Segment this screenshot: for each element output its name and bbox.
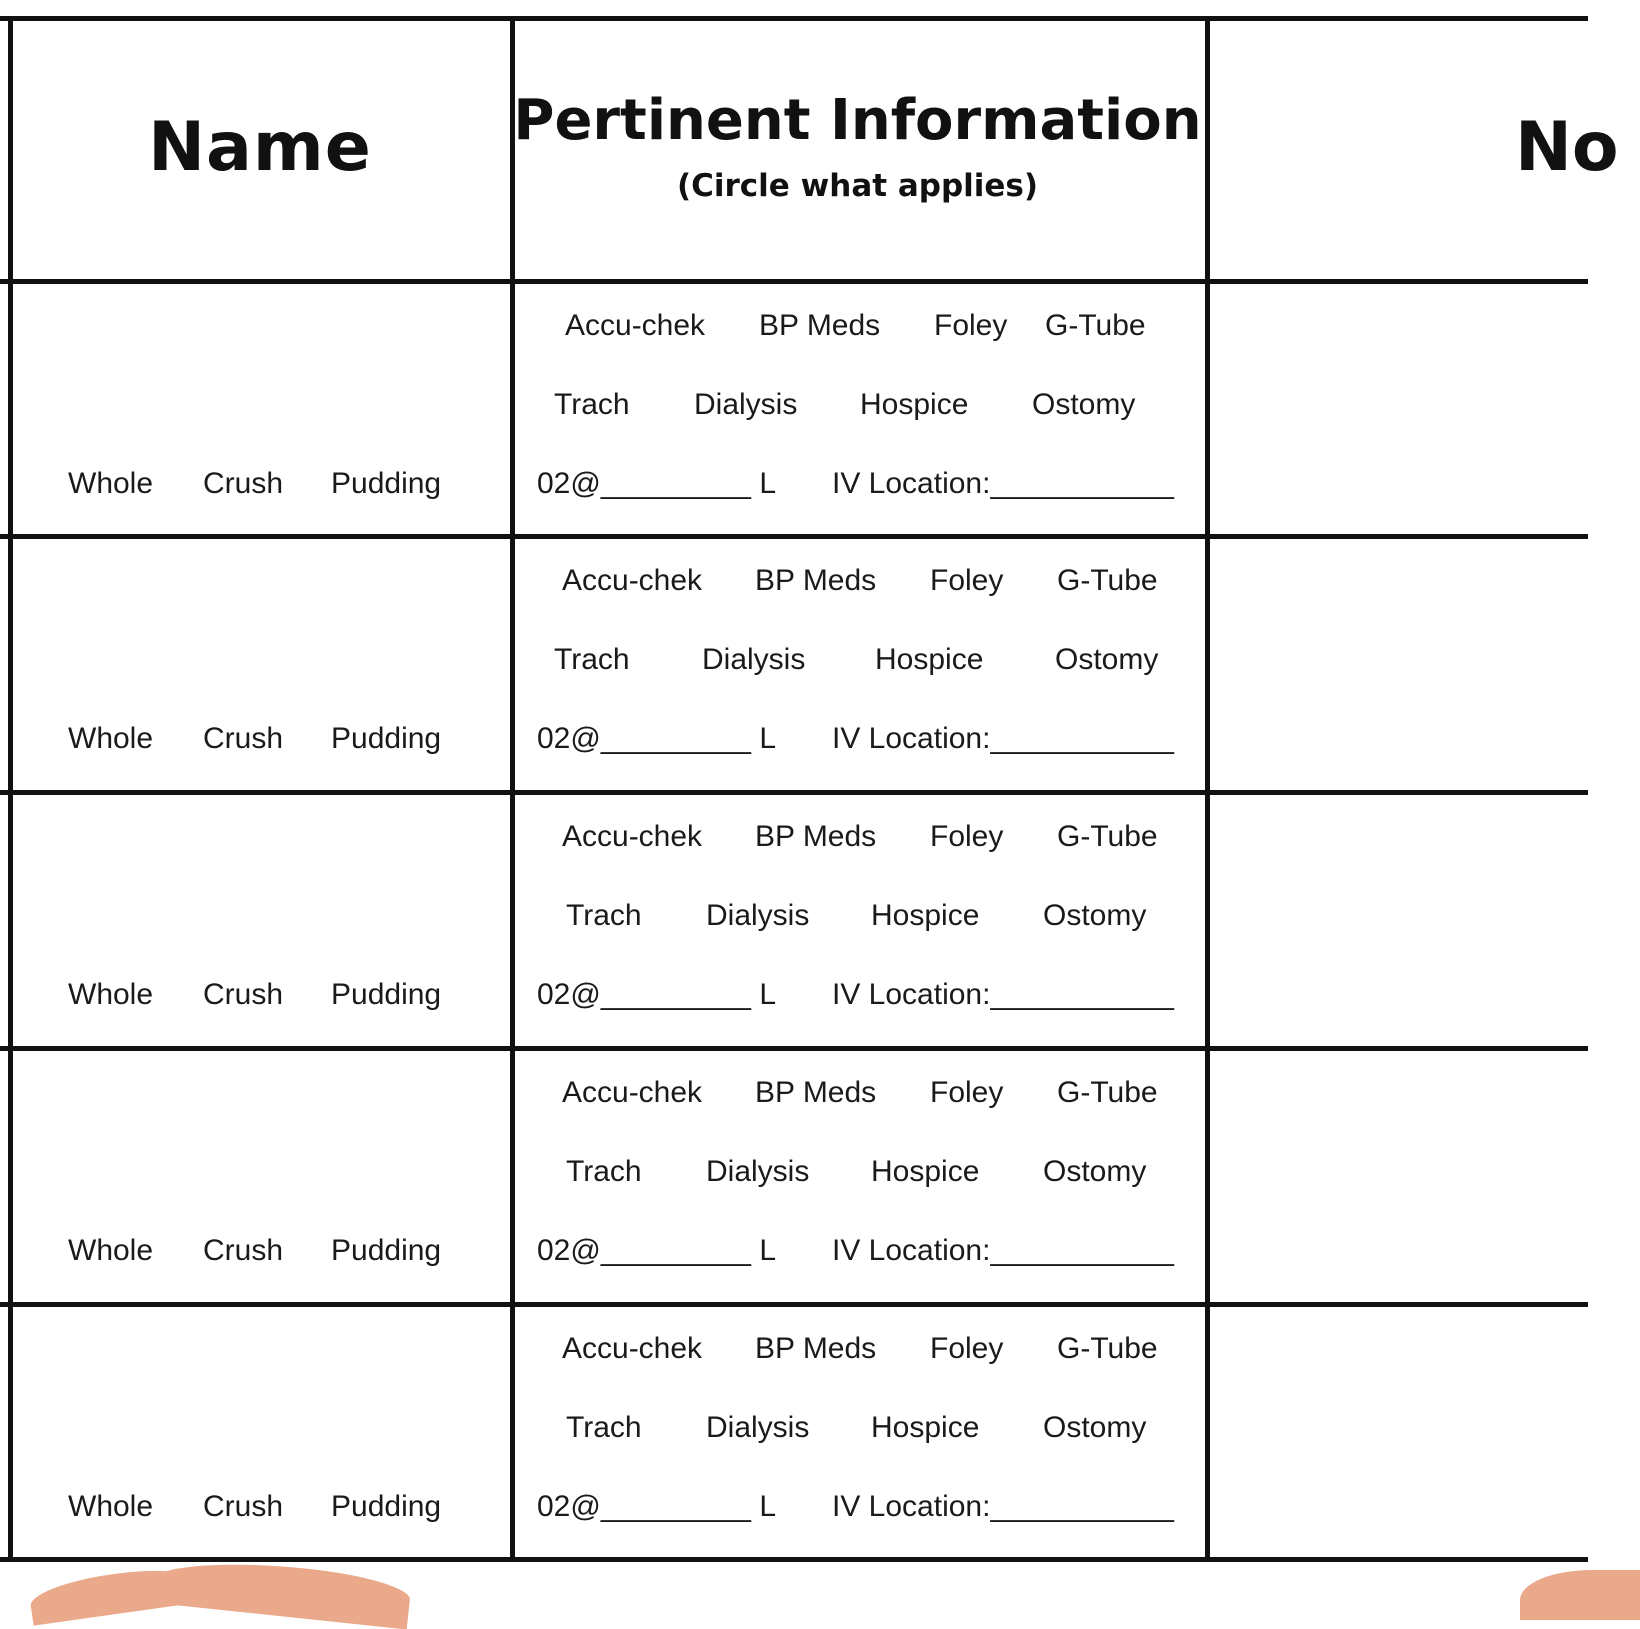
pertinent-option: Dialysis: [706, 899, 810, 932]
pertinent-option: Dialysis: [706, 1155, 810, 1188]
pertinent-option: Foley: [930, 564, 1004, 597]
pertinent-option: G-Tube: [1045, 309, 1146, 342]
column-border-pertinent-notes: [1205, 16, 1210, 1562]
pertinent-option: BP Meds: [755, 820, 877, 853]
med-option: Pudding: [331, 1490, 442, 1523]
row-divider-3: [0, 1046, 1588, 1051]
pertinent-option: BP Meds: [759, 309, 881, 342]
name-column-header: Name: [148, 108, 372, 187]
med-option: Pudding: [331, 467, 442, 500]
table-bottom-border: [0, 1557, 1588, 1562]
o2-field: 02@_________ L: [537, 1234, 777, 1267]
pertinent-option: BP Meds: [755, 564, 877, 597]
pertinent-option: Trach: [566, 899, 642, 932]
med-option: Crush: [203, 722, 284, 755]
pertinent-option: Dialysis: [702, 643, 806, 676]
med-option: Crush: [203, 1234, 284, 1267]
row-divider-2: [0, 790, 1588, 795]
row-divider-4: [0, 1302, 1588, 1307]
pertinent-option: Foley: [930, 1076, 1004, 1109]
row-divider-1: [0, 534, 1588, 539]
pertinent-option: Accu-chek: [562, 820, 703, 853]
pertinent-option: Trach: [566, 1411, 642, 1444]
pertinent-column-subheader: (Circle what applies): [676, 168, 1039, 204]
iv-location-field: IV Location:___________: [832, 1234, 1174, 1267]
pertinent-option: Ostomy: [1055, 643, 1159, 676]
med-option: Whole: [68, 1234, 154, 1267]
med-option: Pudding: [331, 1234, 442, 1267]
med-option: Pudding: [331, 722, 442, 755]
pertinent-option: Trach: [554, 643, 630, 676]
pertinent-option: Accu-chek: [562, 1076, 703, 1109]
pertinent-option: Ostomy: [1043, 899, 1147, 932]
pertinent-option: Hospice: [871, 1155, 980, 1188]
med-option: Whole: [68, 978, 154, 1011]
pertinent-option: Ostomy: [1043, 1411, 1147, 1444]
iv-location-field: IV Location:___________: [832, 978, 1174, 1011]
column-border-name-pertinent: [510, 16, 515, 1562]
o2-field: 02@_________ L: [537, 722, 777, 755]
o2-field: 02@_________ L: [537, 467, 777, 500]
med-option: Crush: [203, 978, 284, 1011]
column-border-left: [8, 16, 13, 1562]
med-option: Pudding: [331, 978, 442, 1011]
header-bottom-border: [0, 279, 1588, 284]
table-top-border: [0, 16, 1588, 21]
pertinent-option: Foley: [930, 820, 1004, 853]
pertinent-option: Trach: [554, 388, 630, 421]
pertinent-option: BP Meds: [755, 1076, 877, 1109]
med-option: Whole: [68, 467, 154, 500]
pertinent-option: Dialysis: [694, 388, 798, 421]
pertinent-option: Ostomy: [1032, 388, 1136, 421]
pertinent-option: Foley: [934, 309, 1008, 342]
med-option: Crush: [203, 467, 284, 500]
med-option: Whole: [68, 722, 154, 755]
pertinent-option: Accu-chek: [562, 564, 703, 597]
pertinent-option: Dialysis: [706, 1411, 810, 1444]
decorative-leaf-left-2: [148, 1553, 412, 1629]
med-option: Whole: [68, 1490, 154, 1523]
pertinent-option: Hospice: [860, 388, 969, 421]
pertinent-option: G-Tube: [1057, 1332, 1158, 1365]
pertinent-option: G-Tube: [1057, 820, 1158, 853]
pertinent-option: Trach: [566, 1155, 642, 1188]
pertinent-option: BP Meds: [755, 1332, 877, 1365]
pertinent-option: Hospice: [871, 1411, 980, 1444]
pertinent-option: G-Tube: [1057, 1076, 1158, 1109]
pertinent-column-header: Pertinent Information: [513, 88, 1202, 153]
iv-location-field: IV Location:___________: [832, 1490, 1174, 1523]
pertinent-option: G-Tube: [1057, 564, 1158, 597]
iv-location-field: IV Location:___________: [832, 467, 1174, 500]
pertinent-option: Ostomy: [1043, 1155, 1147, 1188]
pertinent-option: Foley: [930, 1332, 1004, 1365]
o2-field: 02@_________ L: [537, 1490, 777, 1523]
o2-field: 02@_________ L: [537, 978, 777, 1011]
pertinent-option: Accu-chek: [562, 1332, 703, 1365]
pertinent-option: Hospice: [871, 899, 980, 932]
iv-location-field: IV Location:___________: [832, 722, 1174, 755]
pertinent-option: Accu-chek: [565, 309, 706, 342]
notes-column-header: No: [1515, 108, 1619, 187]
med-option: Crush: [203, 1490, 284, 1523]
decorative-leaf-right: [1520, 1570, 1640, 1620]
pertinent-option: Hospice: [875, 643, 984, 676]
